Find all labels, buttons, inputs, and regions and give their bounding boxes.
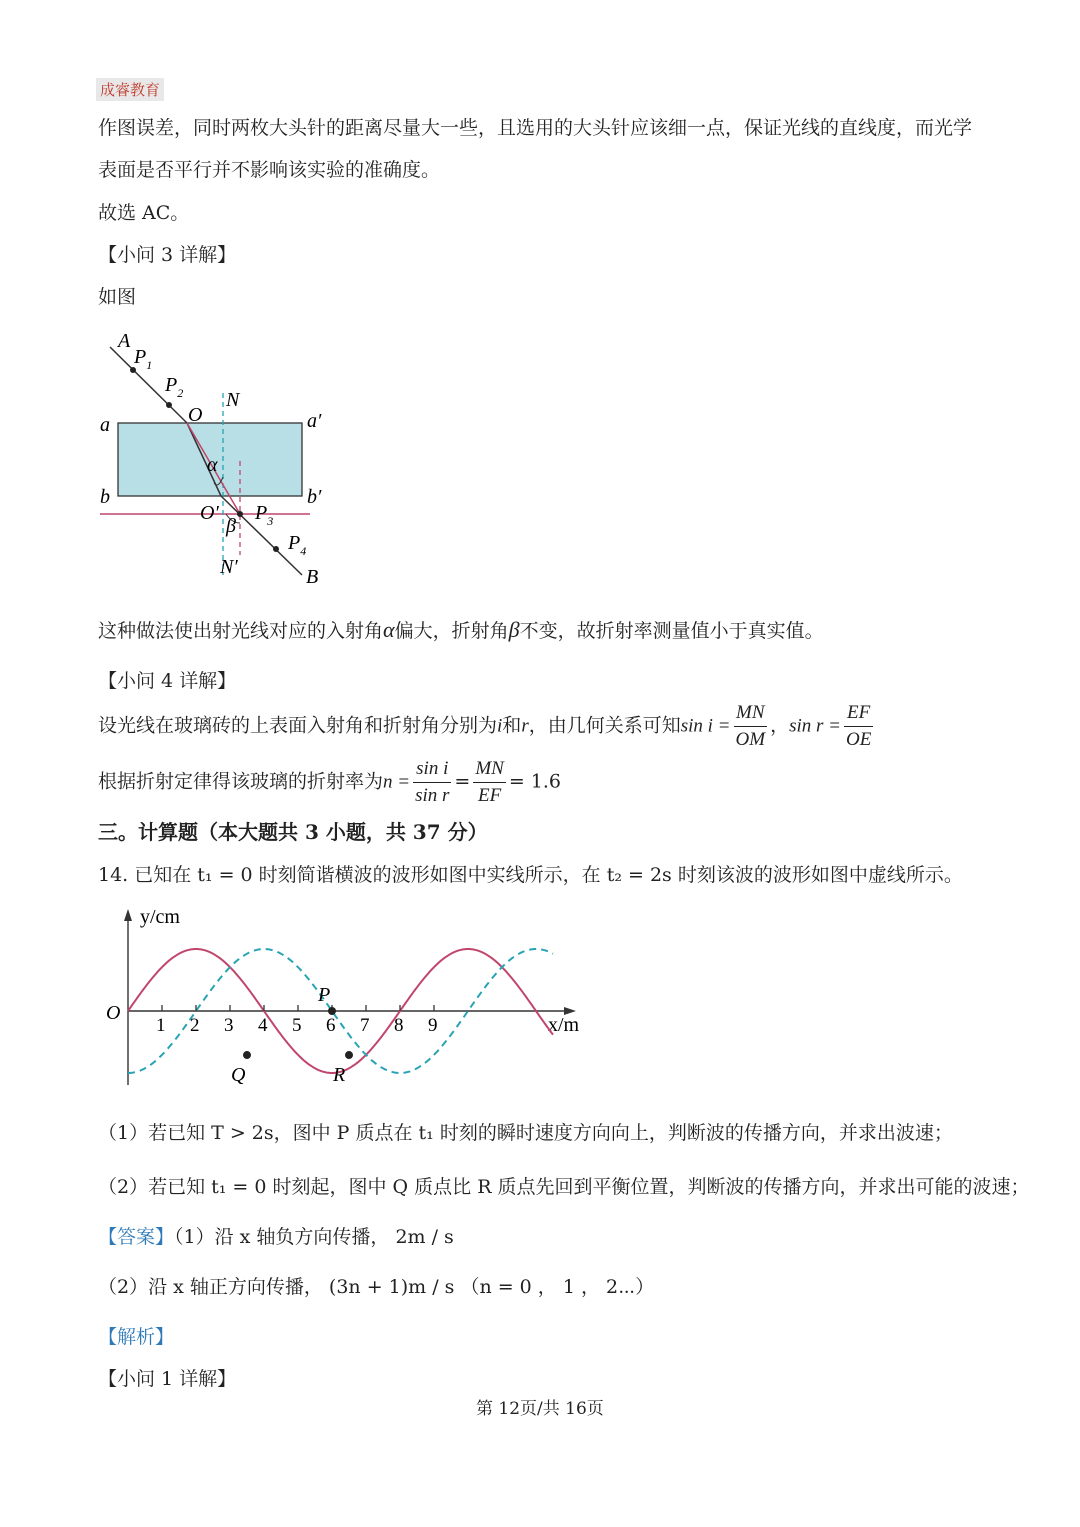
answer-line1: 【答案】（1）沿 x 轴负方向传播， 2m / s	[98, 1226, 454, 1248]
label-N-prime: N′	[220, 556, 238, 578]
x-tick-label: 7	[360, 1015, 370, 1036]
label-a-prime: a′	[307, 410, 322, 432]
label-N: N	[226, 389, 240, 411]
wave-chart	[100, 905, 600, 1095]
point-label-r: R	[333, 1064, 346, 1087]
q4-line1: 设光线在玻璃砖的上表面入射角和折射角分别为i和r，由几何关系可知sin i = $\frac{MN}{OM}$ ，sin r = $\frac{EF}{OE}$	[98, 702, 872, 750]
label-O-prime: O′	[200, 502, 219, 524]
label-P1: $P_1$	[134, 346, 153, 372]
label-b: b	[100, 486, 110, 508]
pin-p3	[237, 511, 243, 517]
q3-intro: 如图	[98, 286, 137, 308]
brand-label: 成睿教育	[96, 78, 164, 101]
x-tick-label: 5	[292, 1015, 302, 1036]
q3-conclusion: 这种做法使出射光线对应的入射角α偏大，折射角β不变，故折射率测量值小于真实值。	[98, 617, 824, 642]
label-alpha: α	[207, 454, 218, 476]
x-tick-label: 2	[190, 1015, 200, 1036]
label-a: a	[100, 414, 110, 436]
label-B: B	[306, 566, 319, 588]
label-b-prime: b′	[307, 486, 322, 508]
x-tick-label: 6	[326, 1015, 336, 1036]
paragraph-line: 作图误差，同时两枚大头针的距离尽量大一些，且选用的大头针应该细一点，保证光线的直线度，而光学	[98, 117, 973, 139]
point-r	[345, 1051, 353, 1059]
q4-line2: 根据折射定律得该玻璃的折射率为n = $\frac{\text{sin i}}{\text{sin r}}$ = $\frac{MN}{EF}$ = 1.6	[98, 758, 562, 806]
point-label-p: P	[318, 984, 331, 1006]
label-beta: β	[226, 515, 236, 537]
page-footer: 第 12页/共 16页	[476, 1399, 604, 1419]
x-tick-label: 1	[156, 1015, 166, 1036]
pin-p4	[273, 546, 279, 552]
answer-tag: 【答案】	[98, 1226, 175, 1248]
q3-heading: 【小问 3 详解】	[98, 244, 237, 266]
x-tick-label: 3	[224, 1015, 234, 1036]
label-O: O	[188, 404, 203, 426]
q14-part1: （1）若已知 T > 2s，图中 P 质点在 t₁ 时刻的瞬时速度方向向上，判断波的传播方向，并求出波速；	[98, 1122, 953, 1144]
label-P3: $P_3$	[255, 502, 274, 528]
label-A: A	[118, 330, 131, 352]
x-tick-label: 9	[428, 1015, 438, 1036]
q4-heading: 【小问 4 详解】	[98, 670, 237, 692]
point-p	[328, 1007, 336, 1015]
q1-heading: 【小问 1 详解】	[98, 1368, 237, 1390]
label-P2: $P_2$	[165, 374, 184, 400]
x-tick-label: 4	[258, 1015, 268, 1036]
answer-choice: 故选 AC。	[98, 202, 190, 224]
x-tick-label: 8	[394, 1015, 404, 1036]
analysis-tag: 【解析】	[98, 1326, 175, 1348]
label-P4: $P_4$	[288, 532, 307, 558]
pin-p2	[166, 402, 172, 408]
paragraph-line: 表面是否平行并不影响该实验的准确度。	[98, 159, 441, 181]
answer-line2: （2）沿 x 轴正方向传播， (3n + 1)m / s （n = 0 ， 1 ， 2⋯）	[98, 1276, 655, 1298]
origin-label: O	[106, 1002, 121, 1024]
q14-stem: 14. 已知在 t₁ = 0 时刻简谐横波的波形如图中实线所示，在 t₂ = 2s 时刻该波的波形如图中虚线所示。	[98, 864, 963, 886]
q14-part2: （2）若已知 t₁ = 0 时刻起，图中 Q 质点比 R 质点先回到平衡位置，判断波的传播方向，并求出可能的波速；	[98, 1176, 1030, 1198]
x-axis-label: x/m	[548, 1014, 580, 1036]
refraction-diagram	[90, 325, 350, 595]
section-heading: 三。计算题（本大题共 3 小题，共 37 分）	[98, 820, 488, 844]
point-q	[243, 1051, 251, 1059]
y-axis-arrow	[124, 909, 132, 921]
y-axis-label: y/cm	[140, 906, 180, 928]
point-label-q: Q	[231, 1064, 246, 1087]
